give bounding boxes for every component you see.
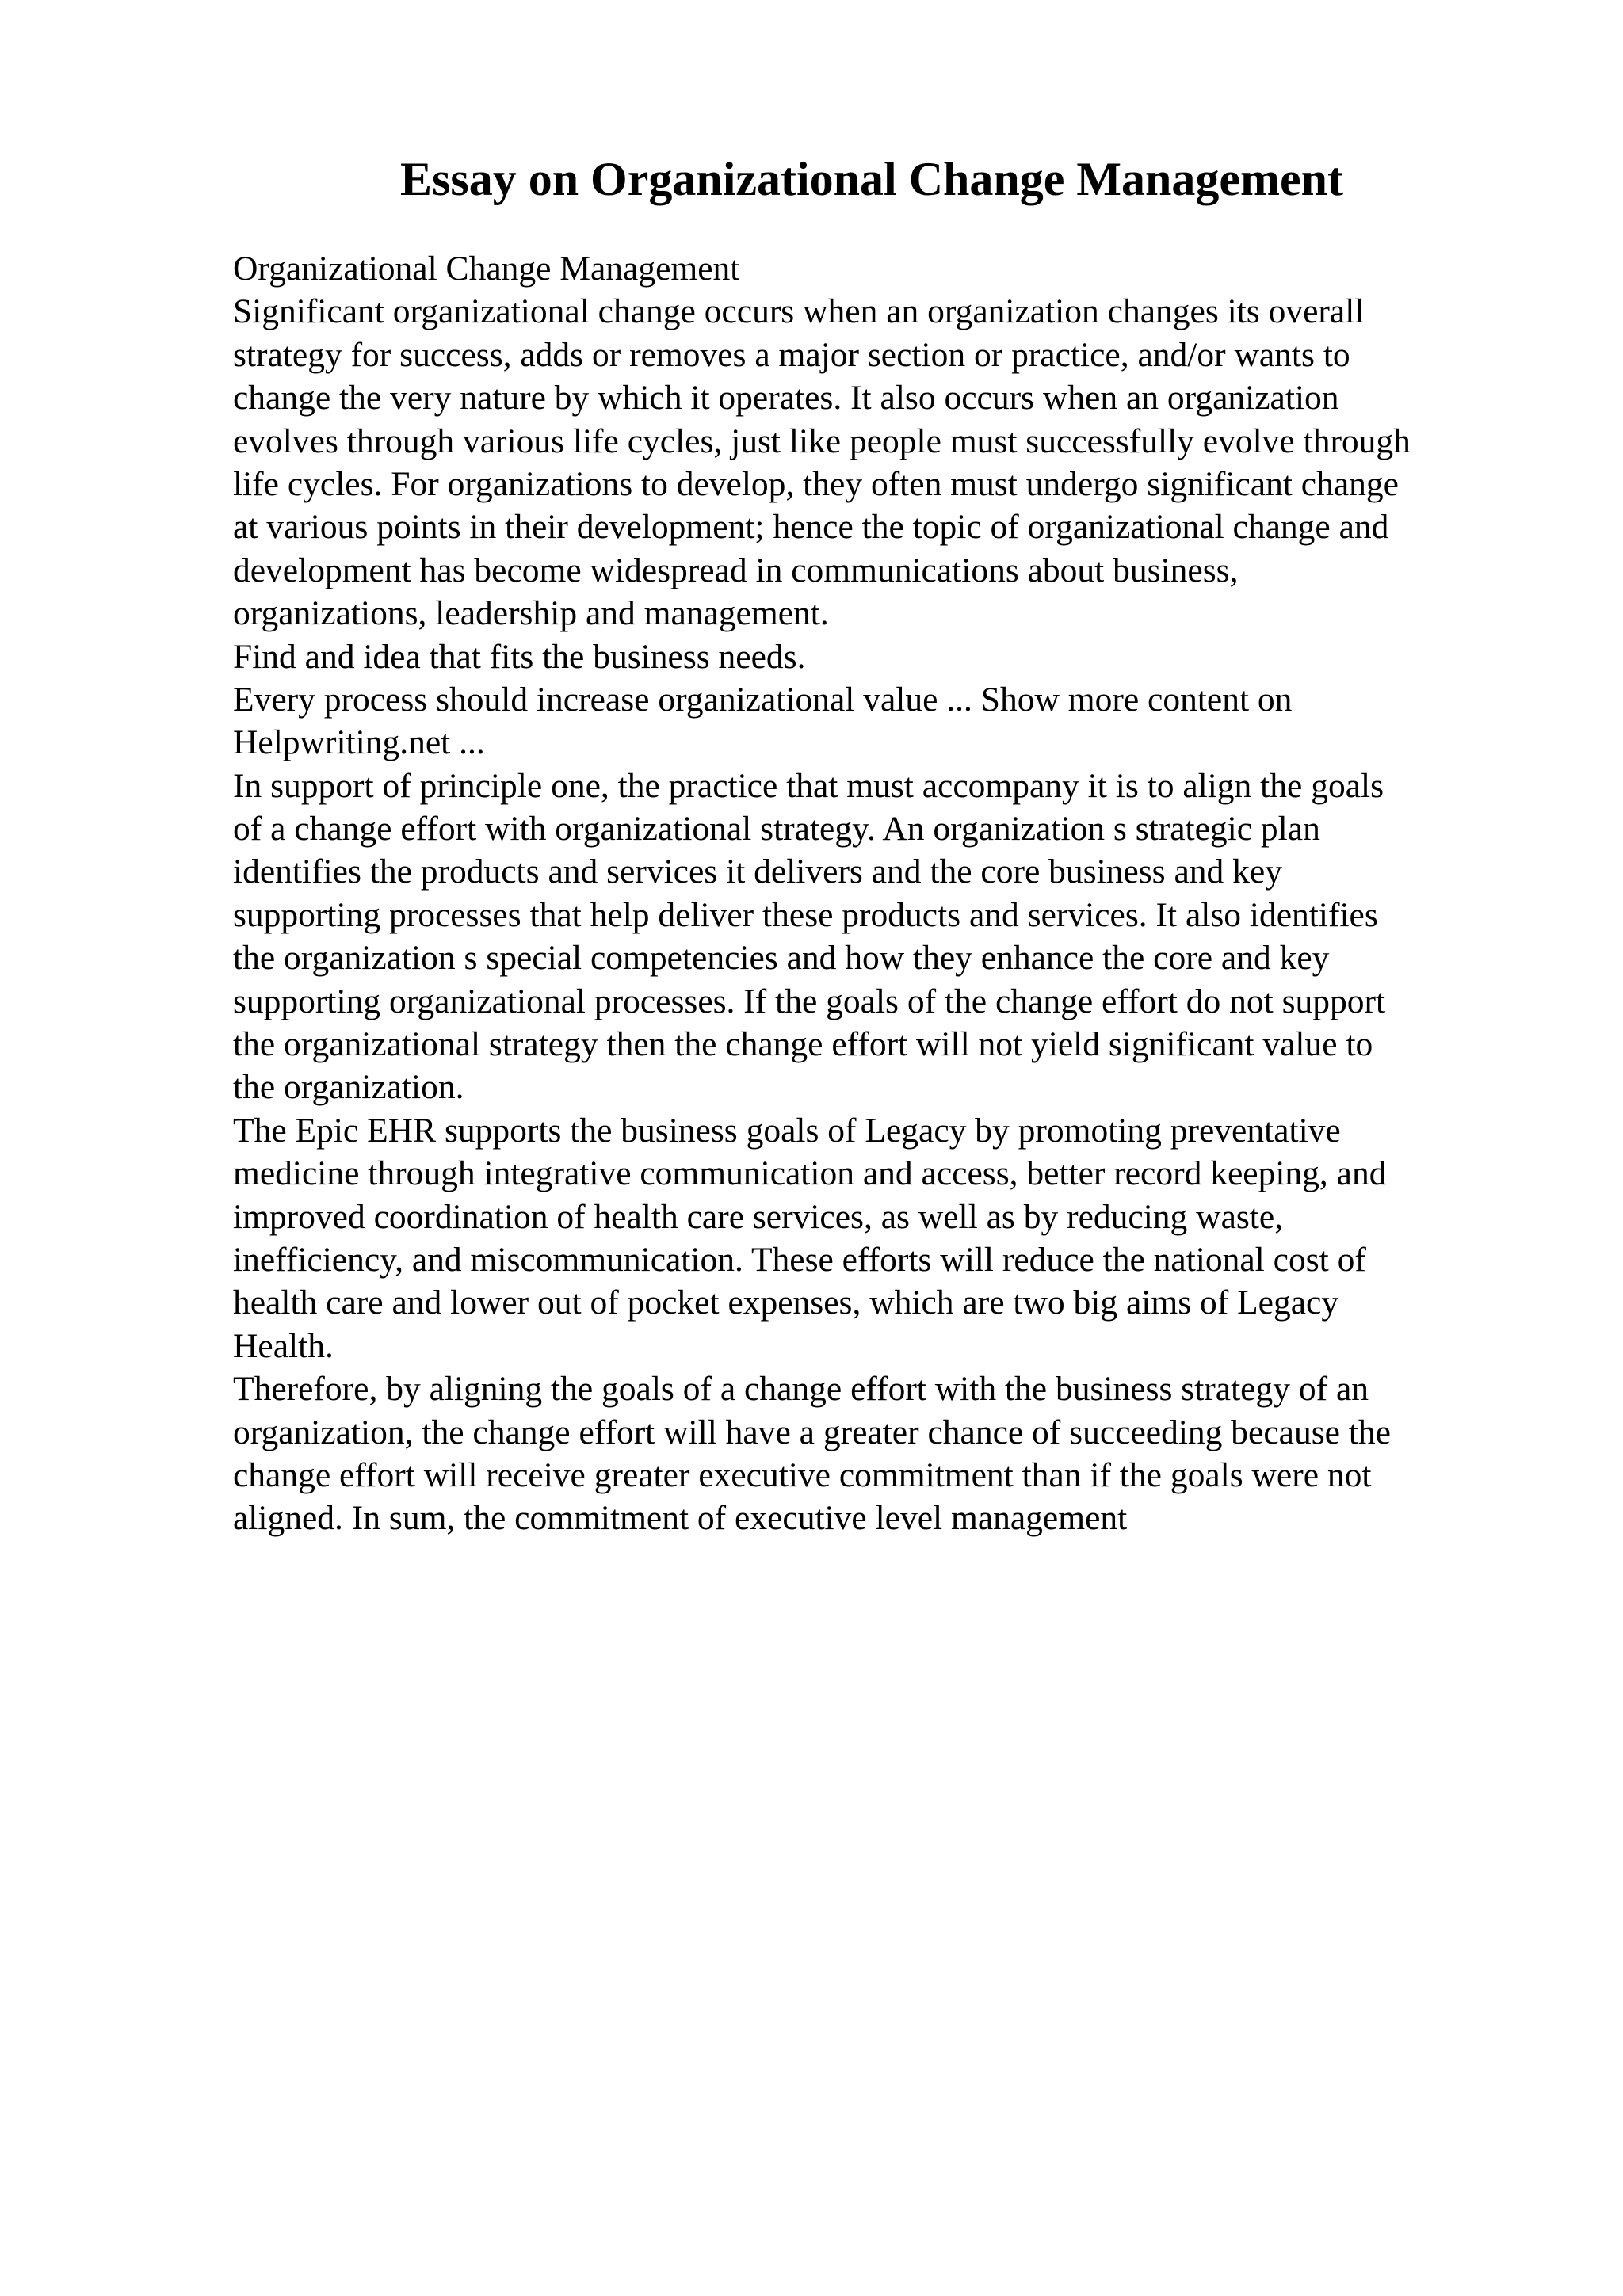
text-line: life cycles. For organizations to develop, they often must undergo significant change (233, 464, 1399, 503)
text-line: change effort will receive greater executive commitment than if the goals were not (233, 1455, 1372, 1494)
text-line: identifies the products and services it delivers and the core business and key (233, 852, 1282, 891)
text-line: at various points in their development; hence the topic of organizational change and (233, 508, 1389, 547)
document-title: Essay on Organizational Change Management (399, 153, 1344, 205)
text-line: the organizational strategy then the change effort will not yield significant value to (233, 1025, 1373, 1064)
document-body (233, 247, 1517, 1540)
text-line: supporting organizational processes. If the goals of the change effort do not support (233, 982, 1386, 1020)
text-line: Find and idea that fits the business needs. (233, 637, 806, 676)
text-line: the organization. (233, 1068, 464, 1107)
text-line: change the very nature by which it operates. It also occurs when an organization (233, 379, 1339, 418)
text-line: medicine through integrative communication and access, better record keeping, and (233, 1154, 1387, 1193)
text-line: organizations, leadership and management. (233, 594, 829, 633)
text-line: Health. (233, 1326, 334, 1365)
text-line: development has become widespread in communications about business, (233, 551, 1239, 589)
text-line: Every process should increase organizational value ... Show more content on (233, 680, 1293, 719)
text-line: supporting processes that help deliver these products and services. It also identifies (233, 895, 1378, 934)
text-line: Significant organizational change occurs when an organization changes its overall (233, 292, 1365, 331)
text-line: of a change effort with organizational strategy. An organization s strategic plan (233, 810, 1320, 849)
text-line: health care and lower out of pocket expenses, which are two big aims of Legacy (233, 1283, 1339, 1322)
text-line: inefficiency, and miscommunication. These efforts will reduce the national cost of (233, 1240, 1366, 1279)
text-line: organization, the change effort will have a greater chance of succeeding because the (233, 1413, 1391, 1451)
text-line: Therefore, by aligning the goals of a change effort with the business strategy of an (233, 1370, 1369, 1409)
text-line: Helpwriting.net ... (233, 723, 485, 762)
text-line: the organization s special competencies and how they enhance the core and key (233, 939, 1330, 978)
text-line: evolves through various life cycles, just like people must successfully evolve through (233, 421, 1411, 460)
text-line: strategy for success, adds or removes a major section or practice, and/or wants to (233, 335, 1350, 374)
text-line: In support of principle one, the practice that must accompany it is to align the goals (233, 766, 1384, 805)
text-line: aligned. In sum, the commitment of executive level management (233, 1499, 1128, 1538)
text-line: The Epic EHR supports the business goals of Legacy by promoting preventative (233, 1111, 1341, 1150)
text-line: Organizational Change Management (233, 250, 740, 288)
text-line: improved coordination of health care services, as well as by reducing waste, (233, 1197, 1284, 1236)
